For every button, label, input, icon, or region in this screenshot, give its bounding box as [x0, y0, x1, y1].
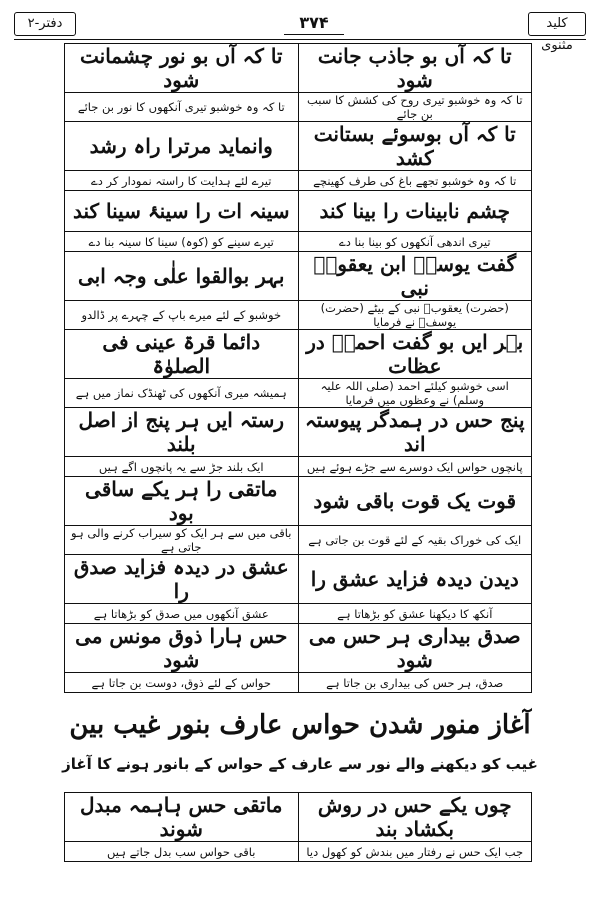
verse-left: عشق در دیدہ فزاید صدق را [65, 555, 299, 604]
translation-right: تا کہ وہ خوشبو تیری روح کی کشش کا سبب بن جائے [298, 93, 532, 122]
translation-left: عشق آنکھوں میں صدق کو بڑھاتا ہے [65, 604, 299, 624]
verse-left: بہر بوالقوا علٰی وجہ ابی [65, 252, 299, 301]
verse-left: سینہ ات را سینۂ سینا کند [65, 191, 299, 232]
verse-row [65, 555, 532, 604]
verse-right: تا کہ آں بوسوئے بستانت کشد [298, 122, 532, 171]
translation-left: حواس کے لئے ذوق، دوست بن جاتا ہے [65, 673, 299, 693]
translation-row [65, 93, 532, 122]
verse-row [65, 122, 532, 171]
book-title-box: کلید مثنوی [528, 12, 586, 36]
translation-row [65, 232, 532, 252]
translation-left: تیرے لئے ہدایت کا راستہ نمودار کر دے [65, 171, 299, 191]
translation-row [65, 604, 532, 624]
verse-left: رستہ ایں ہر پنج از اصل بلند [65, 408, 299, 457]
section-title: آغاز منور شدن حواس عارف بنور غیب بین [69, 710, 531, 740]
verse-right: دیدن دیدہ فزاید عشق را [298, 555, 532, 604]
verse-row [65, 793, 532, 842]
translation-right: ایک کی خوراک بقیہ کے لئے قوت بن جاتی ہے [298, 526, 532, 555]
translation-row [65, 171, 532, 191]
translation-right: تیری اندھی آنکھوں کو بینا بنا دے [298, 232, 532, 252]
verse-row [65, 44, 532, 93]
translation-row [65, 526, 532, 555]
translation-left: ایک بلند جڑ سے یہ پانچوں اگے ہیں [65, 457, 299, 477]
page-number: ۳۷۴ [284, 12, 344, 35]
translation-row [65, 673, 532, 693]
verse-right: چوں یکے حس در روش بکشاد بند [298, 793, 532, 842]
verse-right: تا کہ آں بو جاذب جانت شود [298, 44, 532, 93]
translation-right: تا کہ وہ خوشبو تجھے باغ کی طرف کھینچے [298, 171, 532, 191]
verse-right: قوت یک قوت باقی شود [298, 477, 532, 526]
verse-right: بہر ایں بو گفت احمدؐ در عظات [298, 330, 532, 379]
couplet-table [64, 43, 532, 693]
translation-row [65, 842, 532, 862]
section-subtitle: غیب کو دیکھنے والے نور سے عارف کے حواس کے بانور ہونے کا آغاز [62, 755, 538, 773]
translation-left: تا کہ وہ خوشبو تیری آنکھوں کا نور بن جائے [65, 93, 299, 122]
verse-row [65, 624, 532, 673]
verse-right: پنج حس در ہمدگر پیوستہ اند [298, 408, 532, 457]
translation-left: ہمیشہ میری آنکھوں کی ٹھنڈک نماز میں ہے [65, 379, 299, 408]
translation-right: اسی خوشبو کیلئے احمد (صلی اللہ علیہ وسلم) نے وعظوں میں فرمایا [298, 379, 532, 408]
translation-right: جب ایک حس نے رفتار میں بندش کو کھول دیا [298, 842, 532, 862]
page-header [14, 12, 586, 53]
verse-left: حس ہارا ذوق مونس می شود [65, 624, 299, 673]
translation-row [65, 457, 532, 477]
translation-left: خوشبو کے لئے میرے باپ کے چہرے پر ڈالدو [65, 301, 299, 330]
translation-right: آنکھ کا دیکھنا عشق کو بڑھاتا ہے [298, 604, 532, 624]
translation-left: تیرے سینے کو (کوہ) سینا کا سینہ بنا دے [65, 232, 299, 252]
translation-row [65, 379, 532, 408]
verse-left: وانماید مرترا راہ رشد [65, 122, 299, 171]
translation-row [65, 301, 532, 330]
translation-left: باقی میں سے ہر ایک کو سیراب کرنے والی ہو جاتی ہے [65, 526, 299, 555]
translation-left: باقی حواس سب بدل جاتے ہیں [65, 842, 299, 862]
verse-right: گفت یوسفؑ ابن یعقوبؑ نبی [298, 252, 532, 301]
verse-left: ماتقی حس ہاہمہ مبدل شوند [65, 793, 299, 842]
verse-right: صدق بیداری ہر حس می شود [298, 624, 532, 673]
verse-left: دائما قرۃ عینی فی الصلوٰۃ [65, 330, 299, 379]
volume-label-box: دفتر-۲ [14, 12, 76, 36]
verse-row [65, 330, 532, 379]
translation-right: صدق، ہر حس کی بیداری بن جاتا ہے [298, 673, 532, 693]
verse-left: ماتقی را ہر یکے ساقی بود [65, 477, 299, 526]
translation-right: (حضرت) یعقوبؑ نبی کے بیٹے (حضرت) یوسفؑ نے فرمایا [298, 301, 532, 330]
translation-right: پانچوں حواس ایک دوسرے سے جڑے ہوئے ہیں [298, 457, 532, 477]
last-couplet-table [64, 792, 532, 862]
verse-row [65, 191, 532, 232]
verse-row [65, 408, 532, 457]
verse-row [65, 252, 532, 301]
header-rule [14, 39, 586, 40]
verse-right: چشم نابینات را بینا کند [298, 191, 532, 232]
verse-row [65, 477, 532, 526]
verse-left: تا کہ آں بو نور چشمانت شود [65, 44, 299, 93]
